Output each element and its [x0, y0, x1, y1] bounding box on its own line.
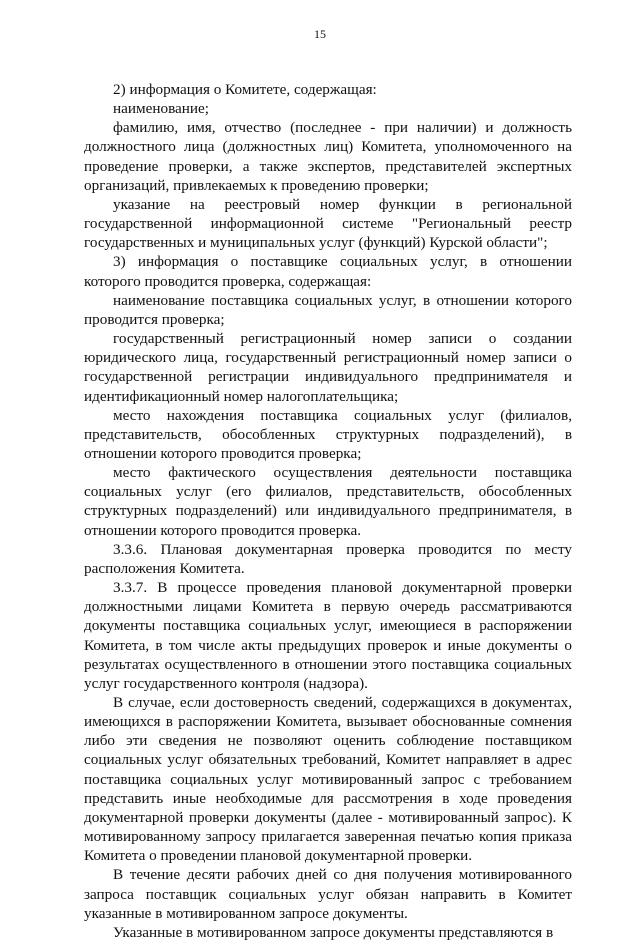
- paragraph: В случае, если достоверность сведений, содержащихся в документах, имеющихся в распоряжении Комитета, вызывает обоснованные сомнения либо эти сведения не позволяют оценить соблюдение поставщиком социальных услуг обязательных требований, Комитет направляет в адрес поставщика социальных услуг мотивированный запрос с требованием представить иные необходимые для рассмотрения в ходе проведения документарной проверки документы (далее - мотивированный запрос). К мотивированному запросу прилагается заверенная печатью копия приказа Комитета о проведении плановой документарной проверки.: [84, 694, 572, 865]
- paragraph: место фактического осуществления деятельности поставщика социальных услуг (его филиалов, представительств, обособленных структурных подразделений) или индивидуального предпринимателя, в отношении которого проводится проверка.: [84, 464, 572, 539]
- paragraph: Указанные в мотивированном запросе документы представляются в: [113, 923, 554, 941]
- paragraph: фамилию, имя, отчество (последнее - при наличии) и должность должностного лица (должностных лиц) Комитета, уполномоченного на проведение проверки, а также экспертов, представителей экспертных организаций, привлекаемых к проведению проверки;: [84, 119, 572, 194]
- page-number: 15: [314, 27, 326, 41]
- paragraph: 3) информация о поставщике социальных услуг, в отношении которого проводится проверка, содержащая:: [84, 253, 572, 290]
- paragraph: наименование;: [113, 100, 209, 118]
- paragraph: 3.3.7. В процессе проведения плановой документарной проверки должностными лицами Комитета в первую очередь рассматриваются документы поставщика социальных услуг, имеющиеся в распоряжении Комитета, в том числе акты предыдущих проверок и иные документы о результатах осуществленного в отношении этого поставщика социальных услуг государственного контроля (надзора).: [84, 579, 572, 692]
- document-body: [84, 80, 572, 942]
- paragraph: 2) информация о Комитете, содержащая:: [113, 81, 377, 98]
- paragraph: указание на реестровый номер функции в региональной государственной информационной системе "Региональный реестр государственных и муниципальных услуг (функций) Курской области";: [84, 195, 572, 252]
- paragraph: место нахождения поставщика социальных услуг (филиалов, представительств, обособленных структурных подразделений), в отношении которого проводится проверка;: [84, 406, 572, 462]
- paragraph: 3.3.6. Плановая документарная проверка проводится по месту расположения Комитета.: [84, 540, 572, 577]
- paragraph: государственный регистрационный номер записи о создании юридического лица, государственный регистрационный номер записи о государственной регистрации индивидуального предпринимателя и идентификационный номер налогоплательщика;: [84, 330, 572, 405]
- paragraph: В течение десяти рабочих дней со дня получения мотивированного запроса поставщик социальных услуг обязан направить в Комитет указанные в мотивированном запросе документы.: [84, 866, 572, 922]
- paragraph: наименование поставщика социальных услуг, в отношении которого проводится проверка;: [84, 291, 572, 328]
